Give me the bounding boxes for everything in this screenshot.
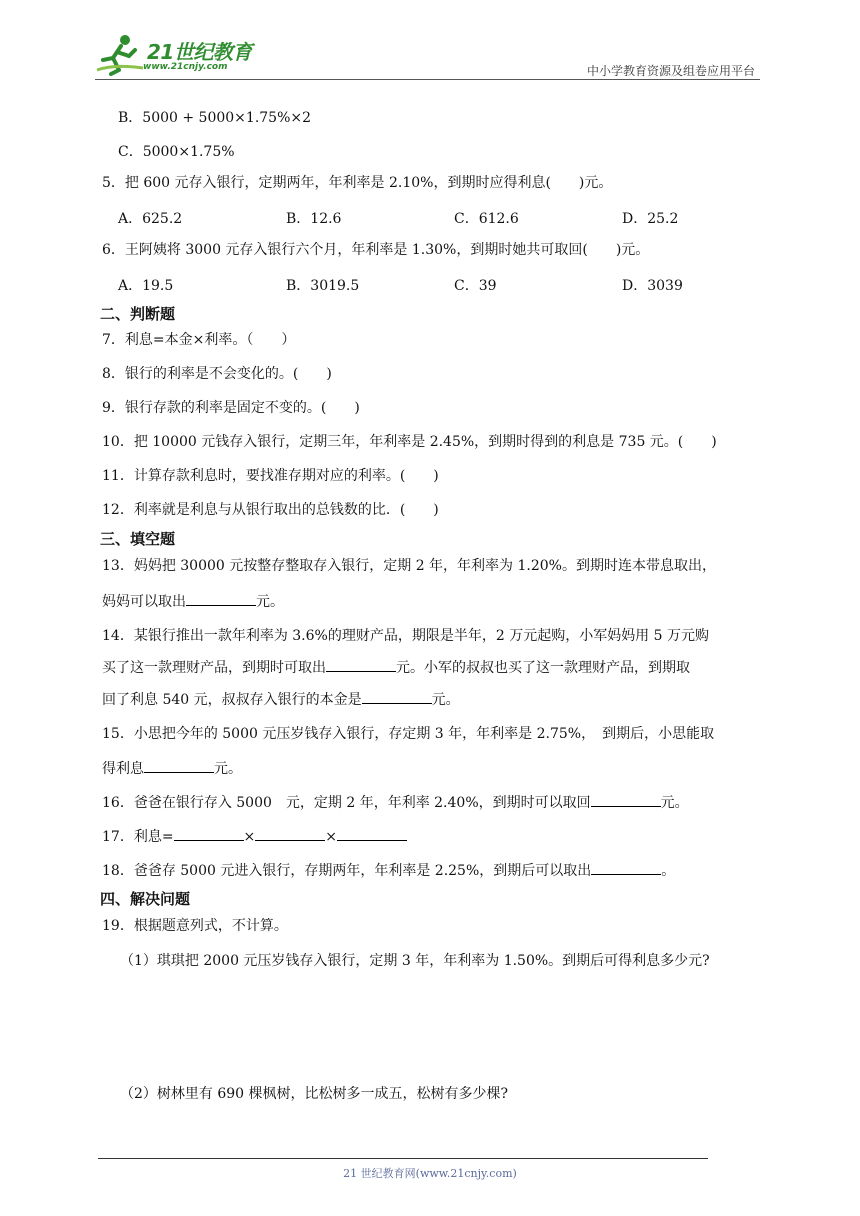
answer-blank[interactable] — [144, 758, 214, 773]
judge-question-12: 12．利率就是利息与从银行取出的总钱数的比．( ) — [102, 502, 439, 518]
judge-question-9: 9．银行存款的利率是固定不变的。( ) — [102, 400, 360, 416]
q14-text-2: 元。小军的叔叔也买了这一款理财产品，到期取 — [396, 660, 690, 676]
answer-blank[interactable] — [326, 657, 396, 672]
logo-url: www.21cnjy.com — [143, 62, 228, 72]
fill-question-16 — [102, 792, 689, 813]
q14-unit: 元。 — [431, 692, 460, 708]
solve-sub-question-2: （2）树林里有 690 棵枫树，比松树多一成五，松树有多少棵? — [120, 1086, 509, 1102]
q14-text: 买了这一款理财产品，到期时可取出 — [102, 660, 326, 676]
multiply-sign: × — [243, 829, 256, 845]
q6-option-d: D．3039 — [622, 278, 683, 294]
section-title-judge: 二、判断题 — [100, 305, 176, 323]
answer-blank[interactable] — [337, 826, 407, 841]
page-header — [95, 30, 760, 80]
section-title-fill: 三、填空题 — [100, 530, 176, 548]
answer-blank[interactable] — [186, 591, 256, 606]
header-divider — [95, 79, 760, 80]
q14-text-3: 回了利息 540 元，叔叔存入银行的本金是 — [102, 692, 362, 708]
answer-blank[interactable] — [255, 826, 325, 841]
runner-logo-icon — [95, 30, 145, 76]
logo-text: 21世纪教育 — [147, 40, 252, 64]
section-title-solve: 四、解决问题 — [100, 890, 191, 908]
fill-question-14-line2 — [102, 657, 690, 678]
fill-question-15-line1: 15．小思把今年的 5000 元压岁钱存入银行，存定期 3 年，年利率是 2.75%， 到期后，小思能取 — [102, 726, 715, 742]
fill-question-14-line3 — [102, 689, 460, 710]
platform-name: 中小学教育资源及组卷应用平台 — [586, 64, 755, 78]
solve-question-19: 19．根据题意列式，不计算。 — [102, 918, 288, 934]
multiply-sign: × — [325, 829, 338, 845]
q5-option-a: A．625.2 — [118, 211, 183, 227]
fill-question-18 — [102, 860, 675, 881]
q6-option-a: A．19.5 — [118, 278, 174, 294]
judge-question-8: 8．银行的利率是不会变化的。( ) — [102, 366, 332, 382]
q16-text: 16．爸爸在银行存入 5000 元，定期 2 年，年利率 2.40%，到期时可以取回 — [102, 795, 591, 811]
q17-text: 17．利息= — [102, 829, 174, 845]
judge-question-11: 11．计算存款利息时，要找准存期对应的利率。( ) — [102, 468, 439, 484]
prev-option-b: B．5000 + 5000×1.75%×2 — [118, 110, 312, 126]
fill-question-13-line2 — [102, 591, 284, 612]
answer-blank[interactable] — [174, 826, 244, 841]
q6-option-b: B．3019.5 — [286, 278, 360, 294]
q5-option-d: D．25.2 — [622, 211, 679, 227]
q16-unit: 元。 — [660, 795, 689, 811]
q13-text: 妈妈可以取出 — [102, 594, 186, 610]
fill-question-15-line2 — [102, 758, 242, 779]
fill-question-13-line1: 13．妈妈把 30000 元按整存整取存入银行，定期 2 年，年利率为 1.20%。到期时连本带息取出， — [102, 558, 716, 574]
site-logo — [95, 30, 265, 76]
q5-option-b: B．12.6 — [286, 211, 342, 227]
question-5: 5．把 600 元存入银行，定期两年，年利率是 2.10%，到期时应得利息( )元。 — [102, 175, 613, 191]
footer-divider — [98, 1158, 708, 1159]
q15-unit: 元。 — [214, 761, 242, 777]
answer-blank[interactable] — [362, 689, 432, 704]
fill-question-17 — [102, 826, 407, 847]
q5-option-c: C．612.6 — [454, 211, 519, 227]
q18-end: 。 — [661, 863, 676, 879]
q18-text: 18．爸爸存 5000 元进入银行，存期两年，年利率是 2.25%，到期后可以取出 — [102, 863, 592, 879]
question-6: 6．王阿姨将 3000 元存入银行六个月，年利率是 1.30%，到期时她共可取回( )元。 — [102, 242, 650, 258]
answer-blank[interactable] — [591, 860, 661, 875]
prev-option-c: C．5000×1.75% — [118, 144, 235, 160]
judge-question-7: 7．利息=本金×利率。（ ） — [102, 332, 296, 348]
q13-unit: 元。 — [256, 594, 284, 610]
judge-question-10: 10．把 10000 元钱存入银行，定期三年，年利率是 2.45%，到期时得到的利息是 735 元。( ) — [102, 434, 717, 450]
fill-question-14-line1: 14．某银行推出一款年利率为 3.6%的理财产品，期限是半年，2 万元起购，小军妈妈用 5 万元购 — [102, 628, 709, 644]
q15-text: 得利息 — [102, 761, 144, 777]
solve-sub-question-1: （1）琪琪把 2000 元压岁钱存入银行，定期 3 年，年利率为 1.50%。到期后可得利息多少元? — [120, 953, 710, 969]
q6-option-c: C．39 — [454, 278, 497, 294]
page-footer: 21 世纪教育网(www.21cnjy.com) — [343, 1167, 517, 1180]
answer-blank[interactable] — [591, 792, 661, 807]
